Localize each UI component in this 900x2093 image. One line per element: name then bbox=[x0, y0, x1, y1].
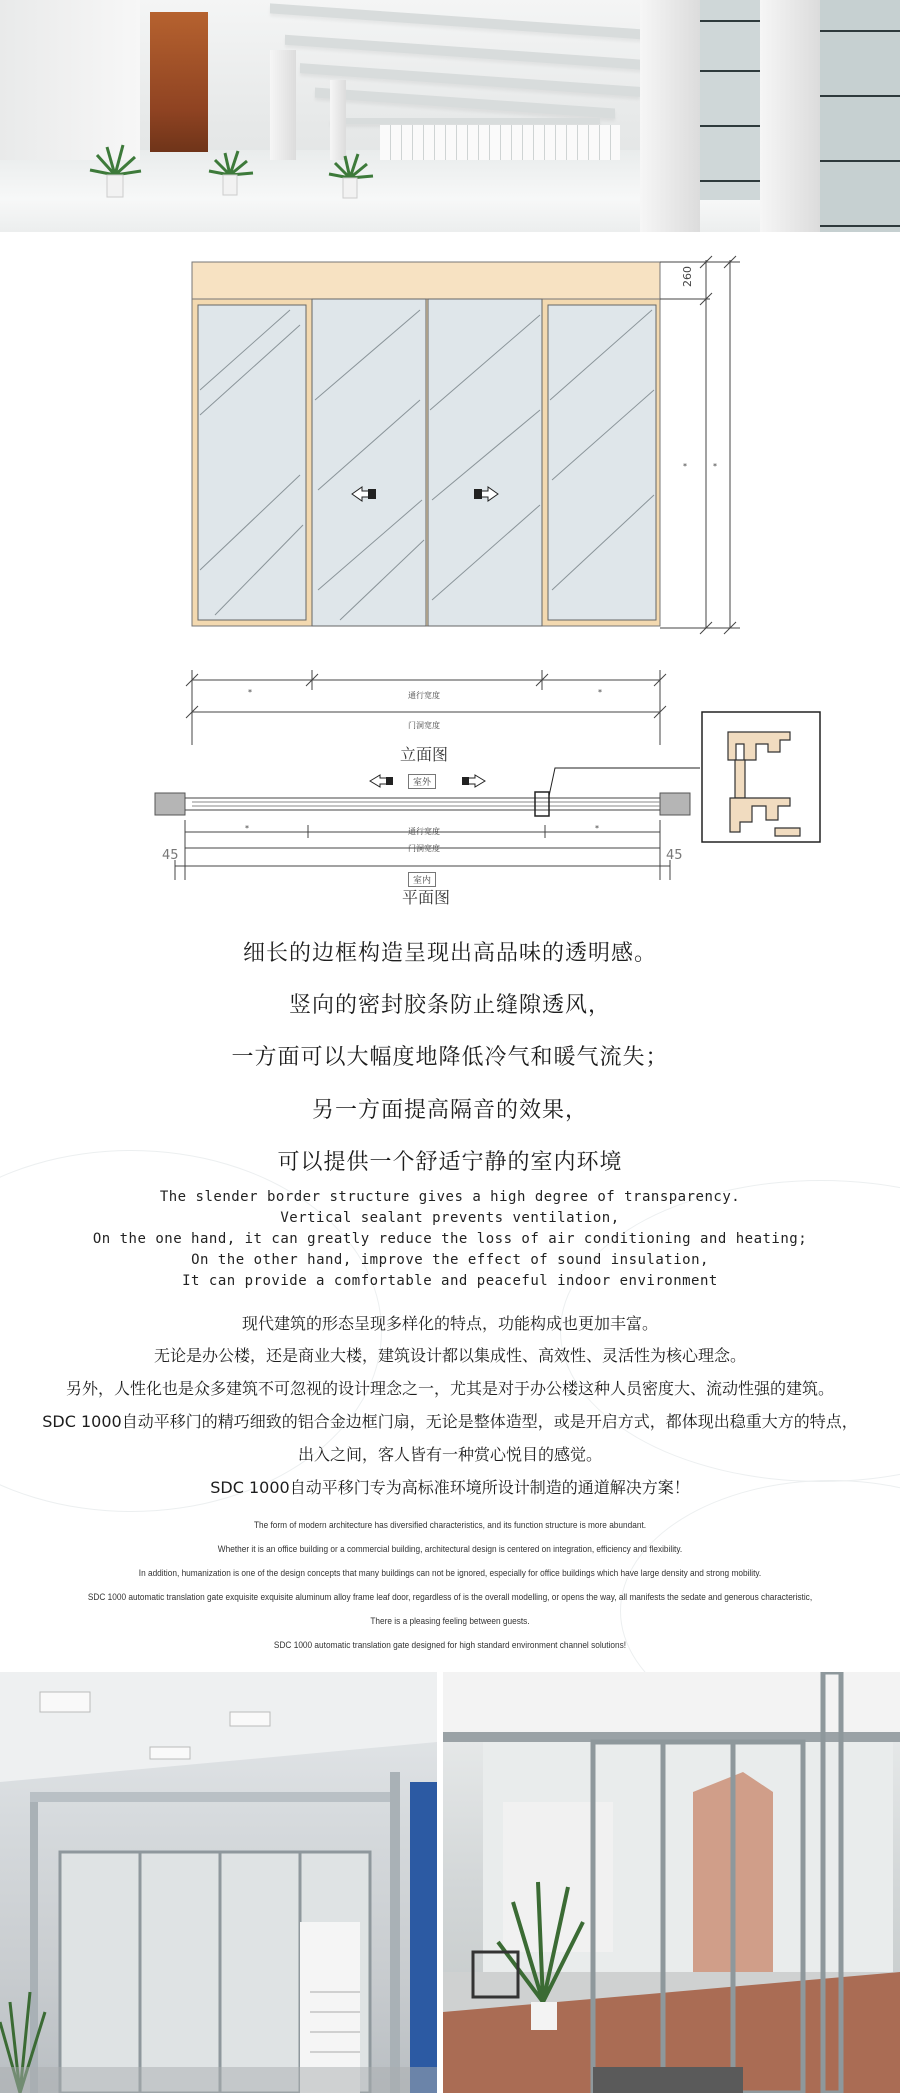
office-door-illustration bbox=[0, 1672, 437, 2093]
dim-transom-height: 260 bbox=[681, 266, 694, 287]
pillar bbox=[270, 50, 296, 160]
cn-headline-2: 竖向的密封胶条防止缝隙透风， bbox=[288, 993, 611, 1018]
detail-leader-line bbox=[549, 768, 700, 796]
cn-para-6: SDC 1000自动平移门专为高标准环境所设计制造的通道解决方案！ bbox=[210, 1478, 690, 1497]
ceiling-beam bbox=[315, 88, 615, 119]
dim-plan-clear-width: 通行宽度 bbox=[408, 827, 440, 836]
en-line-4: On the other hand, improve the effect of sound insulation, bbox=[191, 1252, 709, 1268]
hero-lobby-photo bbox=[0, 0, 900, 232]
potted-plant bbox=[325, 148, 375, 203]
en-para-3: In addition, humanization is one of the design concepts that many buildings can not be ignored, especially for office buildings which have large density and strong mobility. bbox=[138, 1568, 762, 1578]
potted-plant bbox=[85, 135, 145, 205]
dim-plan-margin-right: 45 bbox=[666, 848, 683, 863]
dim-plan-right: * bbox=[595, 824, 599, 833]
cn-para-2: 无论是办公楼，还是商业大楼，建筑设计都以集成性、高效性、灵活性为核心理念。 bbox=[153, 1346, 746, 1365]
dim-elev-opening-width: 门洞宽度 bbox=[408, 721, 440, 730]
cn-headline-3: 一方面可以大幅度地降低冷气和暖气流失； bbox=[231, 1045, 669, 1070]
en-para-1: The form of modern architecture has diversified characteristics, and its function structure is more abundant. bbox=[253, 1520, 647, 1530]
door-technical-drawing bbox=[0, 240, 900, 920]
cn-para-3: 另外，人性化也是众多建筑不可忽视的设计理念之一，尤其是对于办公楼这种人员密度大、流动性强的建筑。 bbox=[65, 1379, 834, 1398]
elevation-width-dimensions bbox=[186, 670, 666, 745]
transom-header bbox=[192, 262, 660, 299]
ceiling-beam bbox=[330, 118, 600, 124]
wood-panel-wall bbox=[150, 12, 208, 152]
cn-headline-1: 细长的边框构造呈现出高品味的透明感。 bbox=[242, 941, 657, 966]
dim-elev-right: * bbox=[598, 688, 602, 697]
en-para-2: Whether it is an office building or a commercial building, architectural design is centered on integration, efficiency and flexibility. bbox=[217, 1544, 683, 1554]
cn-para-1: 现代建筑的形态呈现多样化的特点，功能构成也更加丰富。 bbox=[241, 1314, 658, 1333]
glass-curtain-wall bbox=[820, 0, 900, 232]
en-para-4: SDC 1000 automatic translation gate exquisite exquisite aluminum alloy frame leaf door, regardless of is the overall modelling, or opens the way, all manifests the sedate and generous characteristic, bbox=[87, 1592, 813, 1602]
elevation-and-plan-svg bbox=[0, 240, 900, 920]
dim-total-height: * bbox=[713, 462, 717, 471]
plan-caption: 平面图 bbox=[402, 888, 451, 907]
en-line-5: It can provide a comfortable and peaceful indoor environment bbox=[182, 1273, 718, 1289]
potted-plant bbox=[205, 145, 255, 200]
en-para-5: There is a pleasing feeling between guests. bbox=[370, 1616, 530, 1626]
dim-elev-left: * bbox=[248, 688, 252, 697]
pillar bbox=[640, 0, 700, 232]
cn-headline-4: 另一方面提高隔音的效果， bbox=[311, 1098, 588, 1123]
elevation-caption: 立面图 bbox=[400, 745, 449, 764]
glass-panel-fixed-right bbox=[548, 305, 656, 620]
photo-office-sliding-door bbox=[0, 1672, 437, 2093]
glass-panel-fixed-left bbox=[198, 305, 306, 620]
window-band bbox=[380, 125, 620, 160]
cn-para-4: SDC 1000自动平移门的精巧细致的铝合金边框门扇，无论是整体造型，或是开启方式，都体现出稳重大方的特点， bbox=[42, 1412, 858, 1431]
elevation-height-dimensions bbox=[660, 256, 740, 634]
dim-door-height: * bbox=[683, 462, 687, 471]
photo-storefront-sliding-door bbox=[443, 1672, 900, 2093]
glass-panel-sliding-right bbox=[428, 299, 542, 626]
plan-inside-label: 室内 bbox=[408, 872, 436, 887]
dim-plan-left: * bbox=[245, 824, 249, 833]
glass-curtain-wall bbox=[700, 0, 760, 200]
pillar bbox=[760, 0, 820, 232]
dim-plan-opening-width: 门洞宽度 bbox=[408, 844, 440, 853]
glass-panel-sliding-left bbox=[312, 299, 426, 626]
dim-elev-clear-width: 通行宽度 bbox=[408, 691, 440, 700]
dim-plan-margin-left: 45 bbox=[162, 848, 179, 863]
en-line-1: The slender border structure gives a high degree of transparency. bbox=[159, 1189, 741, 1205]
en-line-3: On the one hand, it can greatly reduce the loss of air conditioning and heating; bbox=[92, 1231, 808, 1247]
plan-outside-label: 室外 bbox=[408, 774, 436, 789]
cn-headline-5: 可以提供一个舒适宁静的室内环境 bbox=[277, 1150, 623, 1175]
cn-para-5: 出入之间，客人皆有一种赏心悦目的感觉。 bbox=[297, 1445, 602, 1464]
ceiling-beam bbox=[270, 3, 690, 42]
en-line-2: Vertical sealant prevents ventilation, bbox=[280, 1210, 620, 1226]
en-para-6: SDC 1000 automatic translation gate designed for high standard environment channel solutions! bbox=[273, 1640, 627, 1650]
storefront-door-illustration bbox=[443, 1672, 900, 2093]
